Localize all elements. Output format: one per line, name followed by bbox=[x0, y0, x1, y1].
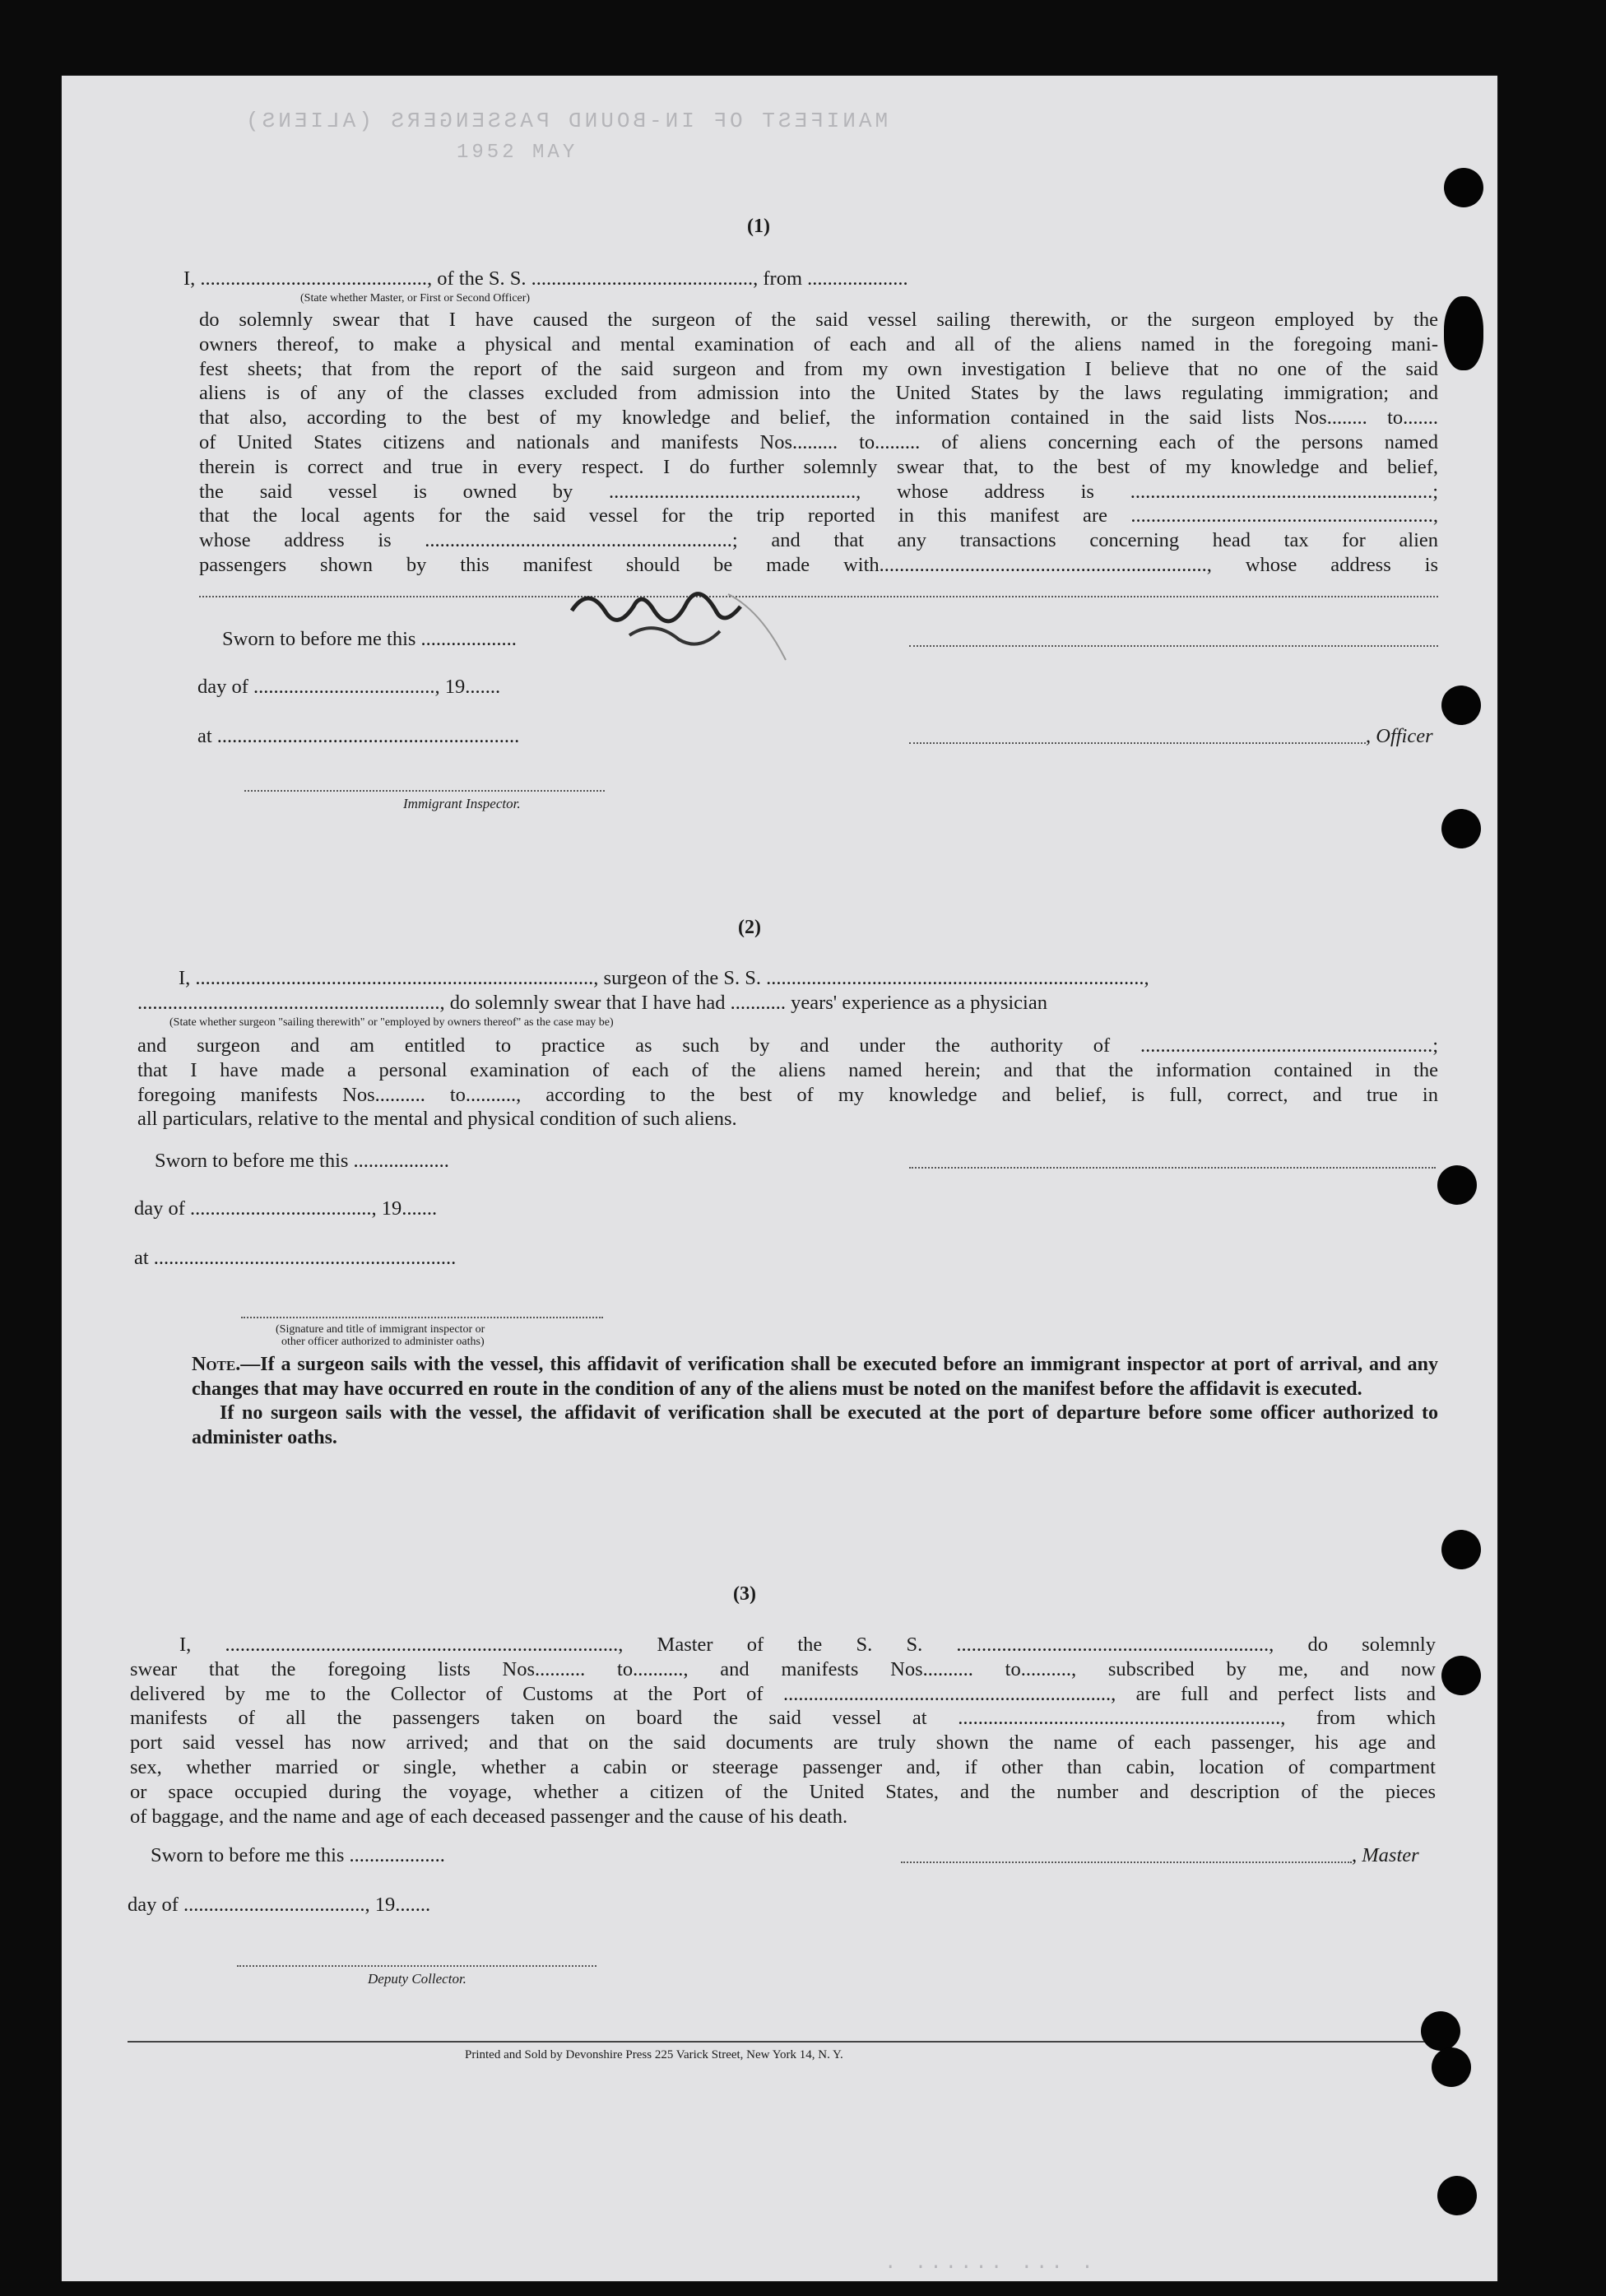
inspector-caption: Immigrant Inspector. bbox=[403, 796, 521, 811]
punch-hole bbox=[1437, 1165, 1477, 1205]
note-paragraph bbox=[192, 1401, 1438, 1450]
officer-title: Officer bbox=[1376, 725, 1433, 747]
section-2-line-1: I, ..............................................................................., surgeon of the S. S. ..........................................................................., bbox=[179, 967, 1149, 989]
section-2-line-2: ............................................................, do solemnly swear that I have had ........... years' experience as a physician bbox=[137, 992, 1047, 1014]
manifest-verification-page bbox=[62, 76, 1497, 2281]
collector-signature-line bbox=[237, 1965, 596, 1967]
oath-line: the said vessel is owned by ................................................., whose address is ............................................................; bbox=[199, 480, 1438, 503]
collector-caption: Deputy Collector. bbox=[368, 1971, 466, 1987]
master-signature-line bbox=[901, 1861, 1352, 1863]
footer-rule bbox=[128, 2041, 1432, 2043]
signature-line bbox=[909, 1167, 1436, 1169]
master-title: Master bbox=[1362, 1844, 1419, 1866]
section-2-oath-body bbox=[137, 1034, 1438, 1132]
oath-line: that I have made a personal examination of each of the aliens named herein; and that the information contained in the bbox=[137, 1058, 1438, 1081]
officer-label: , Officer bbox=[1366, 725, 1433, 747]
day-of-label: day of ...................................., 19....... bbox=[128, 1894, 431, 1916]
oath-line: delivered by me to the Collector of Customs at the Port of ................................................................., are full and perfect lists and bbox=[130, 1682, 1436, 1705]
oath-line: passengers shown by this manifest should be made with................................................................., whose address is bbox=[199, 553, 1438, 576]
at-label: at ............................................................ bbox=[197, 725, 520, 747]
oath-line: or space occupied during the voyage, whether a citizen of the United States, and the number and description of the pieces bbox=[130, 1780, 1436, 1803]
oath-line: port said vessel has now arrived; and that on the said documents are truly shown the name of each passenger, his age and bbox=[130, 1731, 1436, 1755]
show-through-text: MANIFEST OF IN-BOUND PASSENGERS (ALIENS) bbox=[243, 109, 889, 133]
oath-line: owners thereof, to make a physical and mental examination of each and all of the aliens named in the foregoing mani- bbox=[199, 332, 1438, 356]
printer-imprint: Printed and Sold by Devonshire Press 225 Varick Street, New York 14, N. Y. bbox=[465, 2048, 843, 2061]
note-paragraph bbox=[192, 1353, 1438, 1401]
punch-hole bbox=[1444, 168, 1483, 207]
punch-hole bbox=[1441, 809, 1481, 848]
oath-line: I, .............................................................................., Master of the S. S. .............................................................., do solemnly bbox=[179, 1634, 1436, 1656]
oath-line: of United States citizens and nationals and manifests Nos......... to......... of aliens concerning each of the persons named bbox=[199, 430, 1438, 453]
sworn-before-label: Sworn to before me this ................... bbox=[151, 1844, 445, 1866]
note-text: If no surgeon sails with the vessel, the affidavit of verification shall be executed at the port of departure before some officer authorized to administer oaths. bbox=[192, 1402, 1438, 1448]
punch-hole bbox=[1437, 2176, 1477, 2215]
sworn-before-label: Sworn to before me this ................... bbox=[155, 1150, 449, 1172]
signature-line bbox=[199, 596, 1438, 597]
oath-line: therein is correct and true in every respect. I do further solemnly swear that, to the best of my knowledge and belief, bbox=[199, 455, 1438, 478]
show-through-text: . ...... ... . bbox=[884, 2252, 1097, 2275]
note-block bbox=[192, 1353, 1438, 1450]
punch-hole bbox=[1444, 296, 1483, 370]
oath-line: swear that the foregoing lists Nos.......... to.........., and manifests Nos.......... to.........., subscribed by me, and now bbox=[130, 1657, 1436, 1680]
inspector-signature-line bbox=[241, 1317, 603, 1318]
oath-line: whose address is .............................................................; and that any transactions concerning head tax for alien bbox=[199, 529, 1438, 552]
punch-hole bbox=[1441, 686, 1481, 725]
section-3-oath-body bbox=[130, 1633, 1436, 1829]
inspector-caption: other officer authorized to administer oaths) bbox=[281, 1336, 485, 1348]
punch-hole bbox=[1421, 2011, 1460, 2051]
handwritten-signature bbox=[555, 561, 802, 668]
show-through-text: 1952 MAY bbox=[457, 142, 578, 164]
oath-line: sex, whether married or single, whether a cabin or steerage passenger and, if other than cabin, location of compartment bbox=[130, 1755, 1436, 1778]
section-1-line-1: I, ............................................., of the S. S. ............................................, from .................... bbox=[183, 267, 908, 290]
sworn-before-label: Sworn to before me this ................... bbox=[222, 628, 517, 650]
section-1-oath-body bbox=[199, 308, 1438, 578]
note-label: Note. bbox=[192, 1354, 241, 1375]
oath-line: all particulars, relative to the mental and physical condition of such aliens. bbox=[137, 1108, 737, 1131]
oath-line: do solemnly swear that I have caused the surgeon of the said vessel sailing therewith, or the surgeon employed by the bbox=[199, 309, 1438, 331]
inspector-caption: (Signature and title of immigrant inspector or bbox=[276, 1323, 485, 1336]
punch-hole bbox=[1441, 1530, 1481, 1569]
note-text: —If a surgeon sails with the vessel, this affidavit of verification shall be executed before an immigrant inspector at port of arrival, and any changes that may have occurred en route in the condition of any of the aliens must be noted on the manifest before the affidavit is executed. bbox=[192, 1354, 1438, 1400]
oath-line: manifests of all the passengers taken on board the said vessel at ................................................................, from which bbox=[130, 1707, 1436, 1730]
oath-line: aliens is of any of the classes excluded from admission into the United States by the laws regulating immigration; and bbox=[199, 382, 1438, 405]
punch-hole bbox=[1441, 1656, 1481, 1695]
master-label: , Master bbox=[1352, 1844, 1419, 1866]
officer-signature-line bbox=[909, 742, 1366, 744]
oath-line: that also, according to the best of my knowledge and belief, the information contained in the said lists Nos........ to....... bbox=[199, 407, 1438, 430]
oath-line: that the local agents for the said vessel for the trip reported in this manifest are ............................................................, bbox=[199, 504, 1438, 528]
oath-line: fest sheets; that from the report of the said surgeon and from my own investigation I believe that no one of the said bbox=[199, 357, 1438, 380]
section-2-caption: (State whether surgeon "sailing therewith" or "employed by owners thereof" as the case may be) bbox=[169, 1016, 614, 1029]
inspector-signature-line bbox=[244, 790, 605, 792]
day-of-label: day of ...................................., 19....... bbox=[134, 1197, 438, 1220]
oath-line: and surgeon and am entitled to practice as such by and under the authority of ..........................................................; bbox=[137, 1034, 1438, 1057]
oath-line: foregoing manifests Nos.......... to.........., according to the best of my knowledge and belief, is full, correct, and true in bbox=[137, 1083, 1438, 1106]
signature-line bbox=[909, 645, 1438, 647]
section-3-number: (3) bbox=[733, 1583, 756, 1605]
at-label: at ............................................................ bbox=[134, 1247, 457, 1269]
section-1-caption: (State whether Master, or First or Second Officer) bbox=[300, 292, 531, 304]
punch-hole bbox=[1432, 2047, 1471, 2087]
day-of-label: day of ...................................., 19....... bbox=[197, 676, 501, 698]
section-2-number: (2) bbox=[738, 917, 761, 938]
section-1-number: (1) bbox=[747, 216, 770, 237]
oath-line: of baggage, and the name and age of each deceased passenger and the cause of his death. bbox=[130, 1805, 848, 1828]
